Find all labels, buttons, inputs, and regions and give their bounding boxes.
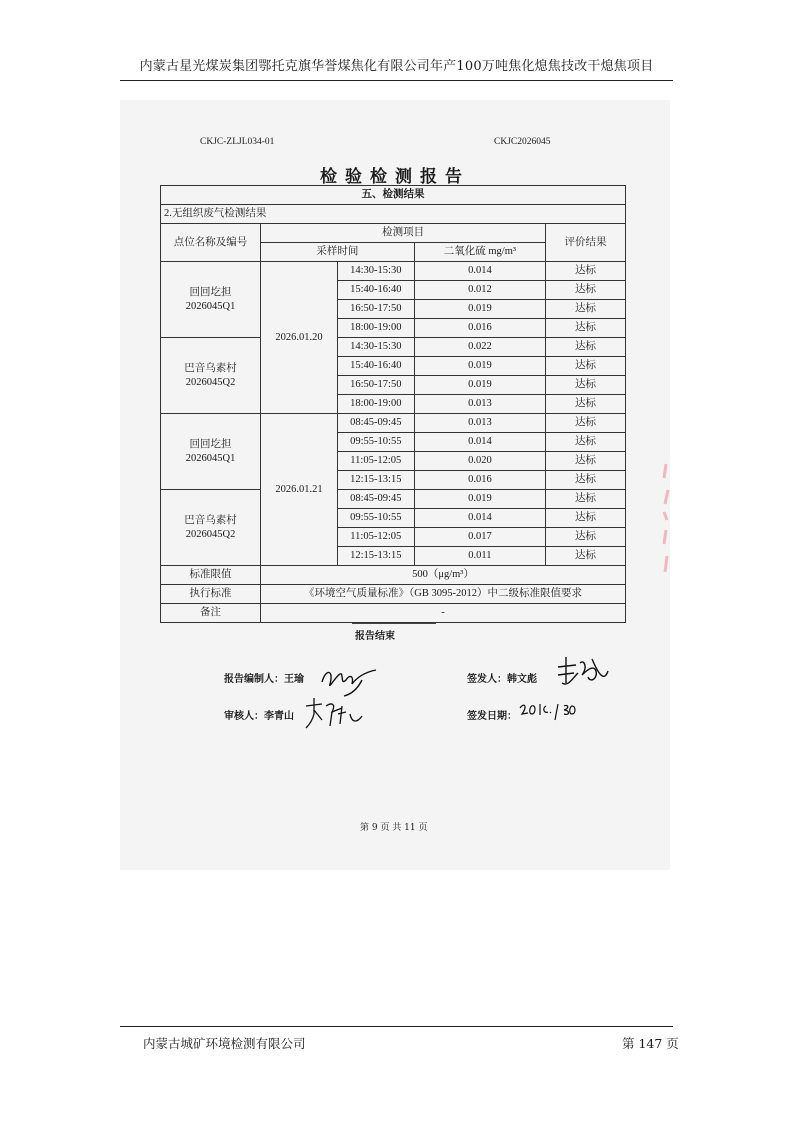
sampling-time-cell: 14:30-15:30 [337, 338, 414, 357]
evaluation-cell: 达标 [546, 300, 626, 319]
inner-page-number: 第 9 页 共 11 页 [360, 823, 428, 833]
subsection-title: 2.无组织废气检测结果 [161, 205, 626, 224]
so2-value-cell: 0.012 [414, 281, 545, 300]
so2-value-cell: 0.022 [414, 338, 545, 357]
sampling-time-cell: 09:55-10:55 [337, 509, 414, 528]
site-name: 巴音乌素村 [184, 362, 237, 374]
table-row [161, 490, 626, 509]
sampling-time-cell: 12:15-13:15 [337, 471, 414, 490]
site-cell [161, 262, 261, 338]
footer-page-number: 第 147 页 [622, 1036, 679, 1051]
sampling-time-cell: 16:50-17:50 [337, 376, 414, 395]
table-row [161, 338, 626, 357]
sampling-time-cell: 15:40-16:40 [337, 281, 414, 300]
page-header: 内蒙古星光煤炭集团鄂托克旗华誉煤焦化有限公司年产100万吨焦化熄焦技改干熄焦项目 [139, 59, 654, 74]
issue-date-label: 签发日期： [467, 711, 517, 722]
sampling-time-cell: 11:05-12:05 [337, 452, 414, 471]
sampling-date: 2026.01.21 [261, 414, 338, 566]
sampling-time-cell: 09:55-10:55 [337, 433, 414, 452]
footer-rule [120, 1026, 673, 1027]
header-rule [120, 80, 673, 81]
footer-company: 内蒙古城矿环境检测有限公司 [143, 1036, 306, 1051]
remark-label: 备注 [161, 604, 261, 623]
reviewer-label: 审核人：李青山 [224, 711, 294, 722]
compiler-signature [318, 658, 382, 698]
so2-value-cell: 0.019 [414, 357, 545, 376]
so2-value-cell: 0.013 [414, 395, 545, 414]
site-code: 2026045Q2 [185, 528, 236, 540]
end-rule [352, 623, 436, 624]
report-end-mark: 报告结束 [355, 631, 395, 642]
issuer-label: 签发人：韩文彪 [467, 674, 537, 685]
site-name: 回回圪担 [189, 286, 232, 298]
evaluation-cell: 达标 [546, 262, 626, 281]
column-header-test-item: 检测项目 [261, 224, 546, 243]
scanned-report-page [120, 100, 670, 870]
sampling-date: 2026.01.20 [261, 262, 338, 414]
evaluation-cell: 达标 [546, 338, 626, 357]
sampling-time-cell: 08:45-09:45 [337, 490, 414, 509]
site-cell [161, 414, 261, 490]
site-code: 2026045Q1 [185, 300, 236, 312]
evaluation-cell: 达标 [546, 471, 626, 490]
sampling-time-cell: 15:40-16:40 [337, 357, 414, 376]
column-header-evaluation: 评价结果 [546, 224, 626, 262]
doc-code-left: CKJC-ZLJL034-01 [200, 137, 275, 147]
sampling-time-cell: 18:00-19:00 [337, 319, 414, 338]
evaluation-cell: 达标 [546, 281, 626, 300]
evaluation-cell: 达标 [546, 547, 626, 566]
evaluation-cell: 达标 [546, 395, 626, 414]
so2-value-cell: 0.011 [414, 547, 545, 566]
results-table [160, 185, 626, 623]
so2-value-cell: 0.013 [414, 414, 545, 433]
table-row [161, 262, 626, 281]
sampling-time-cell: 11:05-12:05 [337, 528, 414, 547]
evaluation-cell: 达标 [546, 509, 626, 528]
site-code: 2026045Q2 [185, 376, 236, 388]
standard-limit-label: 标准限值 [161, 566, 261, 585]
evaluation-cell: 达标 [546, 357, 626, 376]
site-cell [161, 490, 261, 566]
site-cell [161, 338, 261, 414]
evaluation-cell: 达标 [546, 528, 626, 547]
so2-value-cell: 0.020 [414, 452, 545, 471]
so2-value-cell: 0.014 [414, 509, 545, 528]
exec-standard-label: 执行标准 [161, 585, 261, 604]
standard-limit-value: 500（μg/m³） [261, 566, 626, 585]
so2-value-cell: 0.014 [414, 433, 545, 452]
table-row [161, 414, 626, 433]
compiler-label: 报告编制人：王瑜 [224, 674, 304, 685]
so2-value-cell: 0.017 [414, 528, 545, 547]
exec-standard-value: 《环境空气质量标准》（GB 3095-2012）中二级标准限值要求 [261, 585, 626, 604]
evaluation-cell: 达标 [546, 319, 626, 338]
sampling-time-cell: 16:50-17:50 [337, 300, 414, 319]
stamp-edge-mark [656, 460, 670, 580]
so2-value-cell: 0.016 [414, 319, 545, 338]
site-name: 巴音乌素村 [184, 514, 237, 526]
column-header-sampling-time: 采样时间 [261, 243, 415, 262]
site-code: 2026045Q1 [185, 452, 236, 464]
sampling-time-cell: 08:45-09:45 [337, 414, 414, 433]
sampling-time-cell: 12:15-13:15 [337, 547, 414, 566]
doc-code-right: CKJC2026045 [494, 137, 551, 147]
evaluation-cell: 达标 [546, 414, 626, 433]
issue-date-handwriting [518, 698, 576, 724]
so2-value-cell: 0.016 [414, 471, 545, 490]
evaluation-cell: 达标 [546, 452, 626, 471]
so2-value-cell: 0.014 [414, 262, 545, 281]
reviewer-signature [302, 696, 366, 734]
evaluation-cell: 达标 [546, 490, 626, 509]
column-header-so2: 二氧化硫 mg/m³ [414, 243, 545, 262]
remark-value: - [261, 604, 626, 623]
so2-value-cell: 0.019 [414, 490, 545, 509]
evaluation-cell: 达标 [546, 433, 626, 452]
so2-value-cell: 0.019 [414, 376, 545, 395]
sampling-time-cell: 14:30-15:30 [337, 262, 414, 281]
section-title: 五、检测结果 [161, 186, 626, 205]
sampling-time-cell: 18:00-19:00 [337, 395, 414, 414]
evaluation-cell: 达标 [546, 376, 626, 395]
report-title: 检验检测报告 [320, 167, 470, 187]
column-header-site: 点位名称及编号 [161, 224, 261, 262]
so2-value-cell: 0.019 [414, 300, 545, 319]
issuer-signature [552, 653, 610, 695]
site-name: 回回圪担 [189, 438, 232, 450]
